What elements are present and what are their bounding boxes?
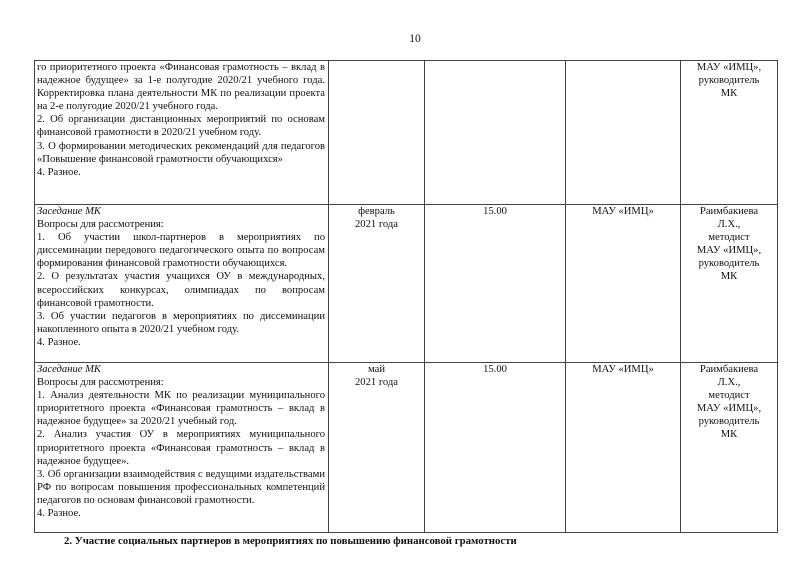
topic-cell (35, 363, 329, 533)
responsible-text: Раимбакиева (699, 206, 759, 217)
topic-text: 2. Анализ участия ОУ в мероприятиях муниципального приоритетного проекта «Финансовая грамотность – вклад в надежное будущее». (37, 429, 325, 467)
date-month: февраль (358, 206, 395, 217)
date-year: 2021 года (354, 219, 398, 231)
responsible-text: Л.Х., (717, 377, 741, 389)
responsible-text: МК (720, 88, 738, 100)
events-plan-table (34, 60, 778, 533)
responsible-text: МК (720, 429, 738, 441)
date-year: 2021 года (354, 377, 398, 389)
topic-text: 4. Разное. (37, 166, 81, 178)
topic-text: Вопросы для рассмотрения: (37, 377, 164, 389)
responsible-text: методист (708, 232, 750, 244)
topic-text: 1. Анализ деятельности МК по реализации муниципального приоритетного проекта «Финансовая грамотность – вклад в надежное будущее» за 2020/21 учебный год. (37, 390, 325, 428)
date-month: май (367, 364, 385, 375)
place-cell: МАУ «ИМЦ» (566, 363, 681, 533)
table-row (35, 363, 778, 533)
section-heading: 2. Участие социальных партнеров в мероприятиях по повышению финансовой грамотности (64, 535, 517, 547)
date-cell (329, 363, 425, 533)
responsible-text: руководитель (698, 75, 760, 87)
topic-text: 4. Разное. (37, 508, 81, 520)
time-cell: 15.00 (425, 205, 566, 363)
meeting-title: Заседание МК (37, 364, 101, 375)
responsible-text: МАУ «ИМЦ», (696, 62, 762, 73)
responsible-text: методист (708, 390, 750, 402)
table-row (35, 61, 778, 205)
topic-text: 1. Об участии школ-партнеров в мероприятиях по диссеминации передового педагогического опыта по вопросам формирования финансовой грамотности обучающихся. (37, 232, 325, 270)
time-cell: 15.00 (425, 363, 566, 533)
responsible-cell (681, 61, 778, 205)
meeting-title: Заседание МК (37, 206, 101, 217)
topic-text: 2. О результатах участия учащихся ОУ в международных, всероссийских конкурсах, олимпиадах по вопросам финансовой грамотности. (37, 271, 325, 309)
responsible-cell (681, 363, 778, 533)
topic-cell (35, 61, 329, 205)
place-cell: МАУ «ИМЦ» (566, 205, 681, 363)
topic-text: 2. Об организации дистанционных мероприятий по основам финансовой грамотности в 2020/21 учебном году. (37, 114, 325, 139)
responsible-cell (681, 205, 778, 363)
responsible-text: Раимбакиева (699, 364, 759, 375)
topic-text: 3. О формировании методических рекомендаций для педагогов «Повышение финансовой грамотности обучающихся» (37, 140, 325, 165)
topic-text: 3. Об участии педагогов в мероприятиях по диссеминации накопленного опыта в 2020/21 учебном году. (37, 310, 325, 335)
responsible-text: Л.Х., (717, 219, 741, 231)
responsible-text: руководитель (698, 258, 760, 270)
topic-cell (35, 205, 329, 363)
topic-text: го приоритетного проекта «Финансовая грамотность – вклад в надежное будущее» за 1-е полугодие 2020/21 учебного года. Корректировка плана деятельности МК по реализации проекта на 2-е полугодие 2020/21 учебного года. (37, 62, 325, 113)
responsible-text: МАУ «ИМЦ», (696, 245, 762, 257)
page-number: 10 (409, 33, 421, 45)
topic-text: 4. Разное. (37, 336, 81, 348)
responsible-text: руководитель (698, 416, 760, 428)
date-cell (329, 205, 425, 363)
place-cell (566, 61, 681, 205)
topic-text: Вопросы для рассмотрения: (37, 219, 164, 231)
table-row (35, 205, 778, 363)
topic-text: 3. Об организации взаимодействия с ведущими издательствами РФ по вопросам повышения профессиональных компетенций педагогов по основам финансовой грамотности. (37, 468, 325, 506)
responsible-text: МК (720, 271, 738, 283)
responsible-text: МАУ «ИМЦ», (696, 403, 762, 415)
date-cell (329, 61, 425, 205)
time-cell (425, 61, 566, 205)
